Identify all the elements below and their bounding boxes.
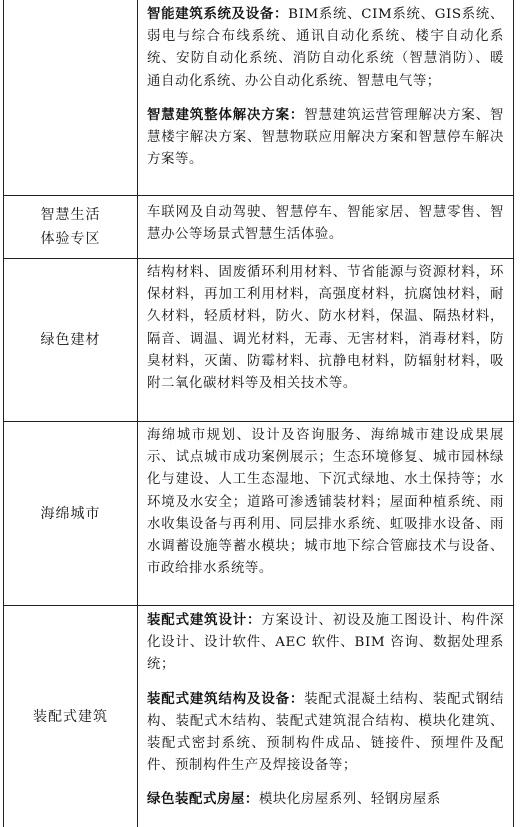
- paragraph-text: 方案设计、初设及施工图设计、构件深化设计、设计软件、AEC 软件、BIM 咨询、数据处理系统；: [147, 613, 504, 673]
- paragraph-text: 模块化房屋系列、轻钢房屋系: [258, 792, 441, 808]
- category-cell: [4, 259, 137, 421]
- paragraph-text: 车联网及自动驾驶、智慧停车、智能家居、智慧零售、智慧办公等场景式智慧生活体验。: [147, 205, 504, 243]
- paragraph-heading: 智能建筑系统及设备：: [147, 6, 289, 22]
- table-row-sponge-city: [4, 422, 513, 606]
- category-label: 绿色建材: [40, 332, 101, 348]
- paragraph-heading: 装配式建筑设计：: [147, 612, 262, 628]
- content-cell: [147, 3, 504, 171]
- content-cell: [147, 262, 504, 395]
- paragraph-text: 智慧建筑运营管理解决方案、智慧楼宇解决方案、智慧物联应用解决方案和智慧停车解决方案等。: [147, 107, 504, 168]
- content-cell: [147, 425, 504, 580]
- paragraph-text: 装配式混凝土结构、装配式钢结构、装配式木结构、装配式建筑混合结构、模块化建筑、装配式密封系统、预制构件成品、链接件、预埋件及配件、预制构件生产及焊接设备等；: [147, 691, 504, 774]
- content-paragraph: [147, 262, 504, 395]
- content-paragraph: [147, 609, 504, 677]
- paragraph-heading: 绿色装配式房屋：: [147, 791, 259, 808]
- content-cell: [147, 609, 504, 812]
- content-cell: [147, 202, 504, 246]
- category-label: 体验专区: [40, 231, 101, 247]
- content-paragraph: [147, 688, 504, 778]
- paragraph-text: 结构材料、固废循环利用材料、节省能源与资源材料，环保材料，再加工利用材料，高强度材料，抗腐蚀材料，耐久材料，轻质材料，防火、防水材料，保温、隔热材料，隔音、调温、调光材料，无毒、无害材料，消毒材料，防臭材料，灭菌、防霉材料、抗静电材料，防辐射材料，吸附二氧化碳材料等及相关技术等。: [147, 265, 504, 392]
- paragraph-text: BIM系统、CIM系统、GIS系统、弱电与综合布线系统、通讯自动化系统、楼宇自动化系统、安防自动化系统、消防自动化系统（智慧消防）、暖通自动化系统、办公自动化系统、智慧电气等；: [147, 7, 505, 89]
- category-label: 海绵城市: [40, 505, 101, 522]
- table-row-green-materials: [4, 259, 513, 422]
- paragraph-text: 海绵城市规划、设计及咨询服务、海绵城市建设成果展示、试点城市成功案例展示；生态环境修复、城市园林绿化与建设、人工生态湿地、下沉式绿地、水土保持等；水环境及水安全；道路可渗透铺装材料；屋面种植系统、雨水收集设备与再利用、同层排水系统、虹吸排水设备、雨水调蓄设施等蓄水模块；城市地下综合管廊技术与设备、市政给排水系统等。: [147, 428, 504, 577]
- exhibit-table: [3, 0, 514, 827]
- table-row-smart-life: [4, 196, 513, 259]
- table-row-smart-building: [4, 0, 513, 196]
- paragraph-heading: 装配式建筑结构及设备：: [147, 690, 305, 707]
- category-cell: [4, 0, 137, 195]
- category-label: 智慧生活: [40, 207, 101, 223]
- category-cell: [4, 606, 137, 827]
- table-row-prefab-building: [4, 606, 513, 827]
- category-cell: [4, 422, 137, 605]
- category-label: 装配式建筑: [33, 708, 108, 725]
- content-paragraph: [147, 788, 504, 811]
- content-paragraph: [147, 425, 504, 580]
- paragraph-heading: 智慧建筑整体解决方案：: [147, 106, 305, 123]
- content-paragraph: [147, 104, 504, 172]
- content-paragraph: [147, 202, 504, 246]
- content-paragraph: [147, 3, 504, 93]
- category-cell: [4, 196, 137, 258]
